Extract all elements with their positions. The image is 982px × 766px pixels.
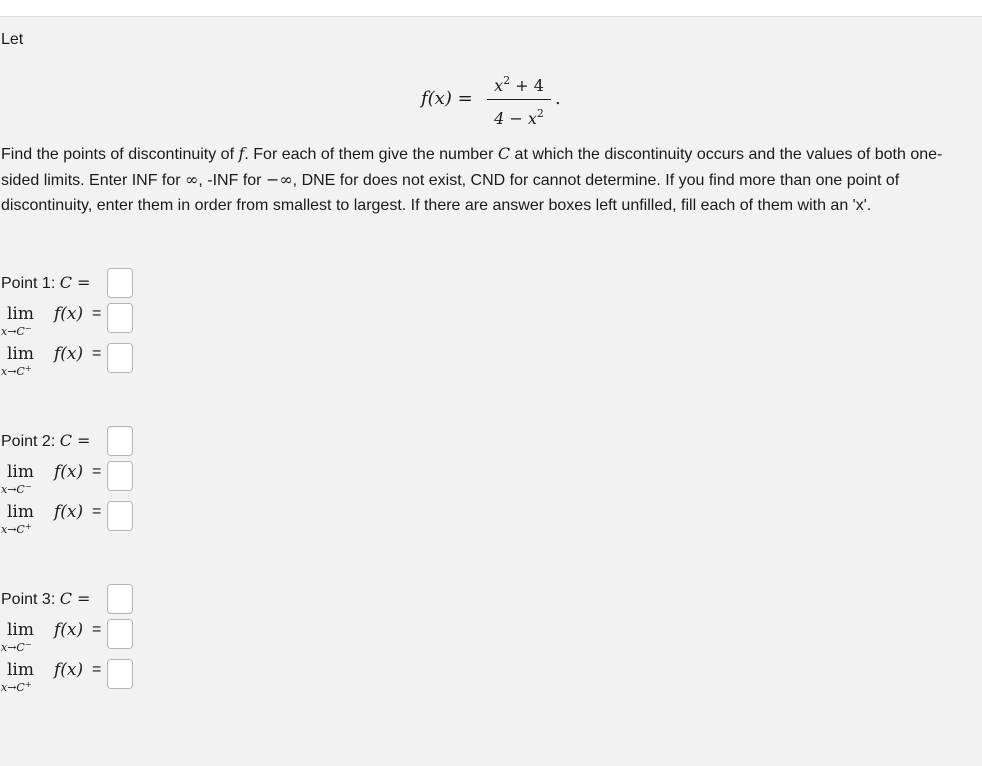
point-3-c-symbol: C = bbox=[59, 589, 91, 608]
c-symbol: C bbox=[497, 144, 511, 163]
left-limit-subscript: x→C− bbox=[1, 482, 32, 496]
limit-function: f(x) bbox=[54, 304, 84, 324]
equals-sign: = bbox=[92, 503, 102, 520]
fraction-bar bbox=[487, 99, 551, 100]
equals-sign: = bbox=[92, 305, 102, 322]
point-1-label: Point 1: bbox=[1, 275, 56, 292]
point-2-right-limit-input[interactable] bbox=[107, 501, 133, 531]
function-equation bbox=[421, 70, 591, 126]
point-2-c-input[interactable] bbox=[107, 426, 133, 456]
right-limit-subscript: x→C+ bbox=[1, 522, 32, 536]
point-3-right-limit-row bbox=[1, 659, 201, 695]
point-1-c-symbol: C = bbox=[59, 273, 91, 292]
right-limit-subscript: x→C+ bbox=[1, 364, 32, 378]
equation-lhs: f(x) = bbox=[421, 88, 473, 109]
equation-period: . bbox=[555, 88, 561, 109]
point-1-left-limit-row bbox=[1, 303, 201, 339]
lim-word: lim bbox=[7, 462, 34, 482]
lim-word: lim bbox=[7, 660, 34, 680]
point-3-right-limit-input[interactable] bbox=[107, 659, 133, 689]
point-2-block bbox=[1, 423, 201, 543]
point-3-label: Point 3: bbox=[1, 591, 56, 608]
limit-function: f(x) bbox=[54, 660, 84, 680]
point-3-block bbox=[1, 581, 201, 701]
infinity-symbol: ∞ bbox=[185, 170, 199, 189]
equation-fraction bbox=[487, 70, 551, 130]
equals-sign: = bbox=[92, 621, 102, 638]
point-3-c-input[interactable] bbox=[107, 584, 133, 614]
point-1-block bbox=[1, 265, 201, 385]
point-3-left-limit-input[interactable] bbox=[107, 619, 133, 649]
point-1-c-row bbox=[1, 265, 201, 301]
problem-instructions: Find the points of discontinuity of f. For each of them give the number C at which the discontinuity occurs and the values of both one-sided limits. Enter INF for ∞, -INF for −∞, DNE for does not exist, CND for cannot determine. If you find more than one point of discontinuity, enter them in order from smallest to largest. If there are answer boxes left unfilled, fill each of them with an 'x'. bbox=[1, 144, 943, 214]
point-1-right-limit-input[interactable] bbox=[107, 343, 133, 373]
point-1-right-limit-row bbox=[1, 343, 201, 379]
lim-word: lim bbox=[7, 304, 34, 324]
point-2-right-limit-row bbox=[1, 501, 201, 537]
equation-denominator: $4 - x^2$ bbox=[494, 107, 544, 128]
equals-sign: = bbox=[92, 463, 102, 480]
equals-sign: = bbox=[92, 345, 102, 362]
f-symbol: f bbox=[238, 144, 245, 163]
point-2-c-row bbox=[1, 423, 201, 459]
top-bar bbox=[0, 0, 982, 17]
limit-function: f(x) bbox=[54, 620, 84, 640]
equals-sign: = bbox=[92, 661, 102, 678]
point-2-label: Point 2: bbox=[1, 433, 56, 450]
left-limit-subscript: x→C− bbox=[1, 324, 32, 338]
point-2-c-symbol: C = bbox=[59, 431, 91, 450]
left-limit-subscript: x→C− bbox=[1, 640, 32, 654]
lim-word: lim bbox=[7, 344, 34, 364]
point-1-c-input[interactable] bbox=[107, 268, 133, 298]
right-limit-subscript: x→C+ bbox=[1, 680, 32, 694]
limit-function: f(x) bbox=[54, 462, 84, 482]
point-2-left-limit-input[interactable] bbox=[107, 461, 133, 491]
point-2-left-limit-row bbox=[1, 461, 201, 497]
lim-word: lim bbox=[7, 620, 34, 640]
point-3-left-limit-row bbox=[1, 619, 201, 655]
intro-text: Let bbox=[1, 31, 24, 48]
limit-function: f(x) bbox=[54, 502, 84, 522]
point-1-left-limit-input[interactable] bbox=[107, 303, 133, 333]
equation-numerator: $x^2 + 4$ bbox=[494, 74, 544, 95]
point-3-c-row bbox=[1, 581, 201, 617]
limit-function: f(x) bbox=[54, 344, 84, 364]
neg-infinity-symbol: −∞ bbox=[265, 170, 293, 189]
lim-word: lim bbox=[7, 502, 34, 522]
